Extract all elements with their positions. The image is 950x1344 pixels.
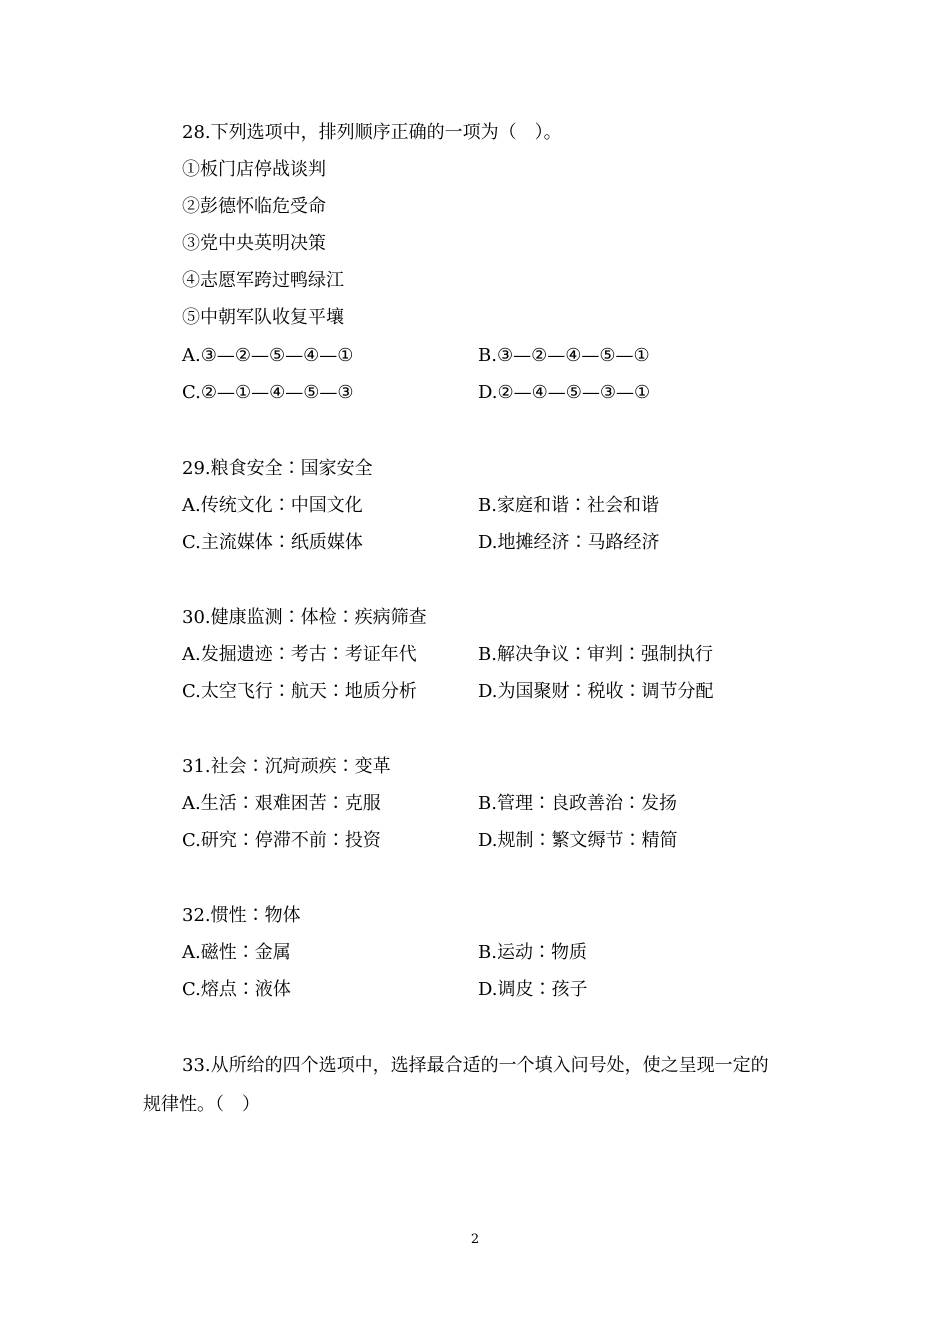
q30-option-a: A.发掘遗迹∶考古∶考证年代 — [182, 644, 417, 665]
q28-item-3: ③党中央英明决策 — [182, 233, 326, 254]
q28-option-d: D.②—④—⑤—③—① — [478, 382, 651, 403]
q29-stem: 29.粮食安全∶国家安全 — [182, 458, 373, 479]
q32-option-c: C.熔点∶液体 — [182, 979, 291, 1000]
q29-option-d: D.地摊经济∶马路经济 — [478, 532, 660, 553]
q32-option-b: B.运动∶物质 — [478, 942, 587, 963]
q33-stem-line-2: 规律性。（ ） — [143, 1094, 260, 1115]
q28-item-5: ⑤中朝军队收复平壤 — [182, 307, 344, 328]
q31-option-a: A.生活∶艰难困苦∶克服 — [182, 793, 381, 814]
q31-option-c: C.研究∶停滞不前∶投资 — [182, 830, 381, 851]
q30-option-b: B.解决争议∶审判∶强制执行 — [478, 644, 713, 665]
q28-option-b: B.③—②—④—⑤—① — [478, 345, 650, 366]
q28-item-1: ①板门店停战谈判 — [182, 159, 326, 180]
q32-stem: 32.惯性∶物体 — [182, 905, 301, 926]
q28-item-4: ④志愿军跨过鸭绿江 — [182, 270, 344, 291]
q28-item-2: ②彭德怀临危受命 — [182, 196, 326, 217]
q30-option-d: D.为国聚财∶税收∶调节分配 — [478, 681, 714, 702]
q28-stem: 28.下列选项中，排列顺序正确的一项为（ ）。 — [182, 122, 562, 143]
q31-option-b: B.管理∶良政善治∶发扬 — [478, 793, 677, 814]
q32-option-a: A.磁性∶金属 — [182, 942, 291, 963]
q29-option-c: C.主流媒体∶纸质媒体 — [182, 532, 363, 553]
q29-option-b: B.家庭和谐∶社会和谐 — [478, 495, 659, 516]
q30-stem: 30.健康监测∶体检∶疾病筛查 — [182, 607, 427, 628]
q31-option-d: D.规制∶繁文缛节∶精简 — [478, 830, 678, 851]
q28-option-c: C.②—①—④—⑤—③ — [182, 382, 354, 403]
q29-option-a: A.传统文化∶中国文化 — [182, 495, 363, 516]
q32-option-d: D.调皮∶孩子 — [478, 979, 588, 1000]
q33-stem-line-1: 33.从所给的四个选项中，选择最合适的一个填入问号处，使之呈现一定的 — [182, 1055, 769, 1076]
q31-stem: 31.社会∶沉疴顽疾∶变革 — [182, 756, 391, 777]
page-number: 2 — [470, 1232, 480, 1247]
q28-option-a: A.③—②—⑤—④—① — [182, 345, 354, 366]
q30-option-c: C.太空飞行∶航天∶地质分析 — [182, 681, 417, 702]
